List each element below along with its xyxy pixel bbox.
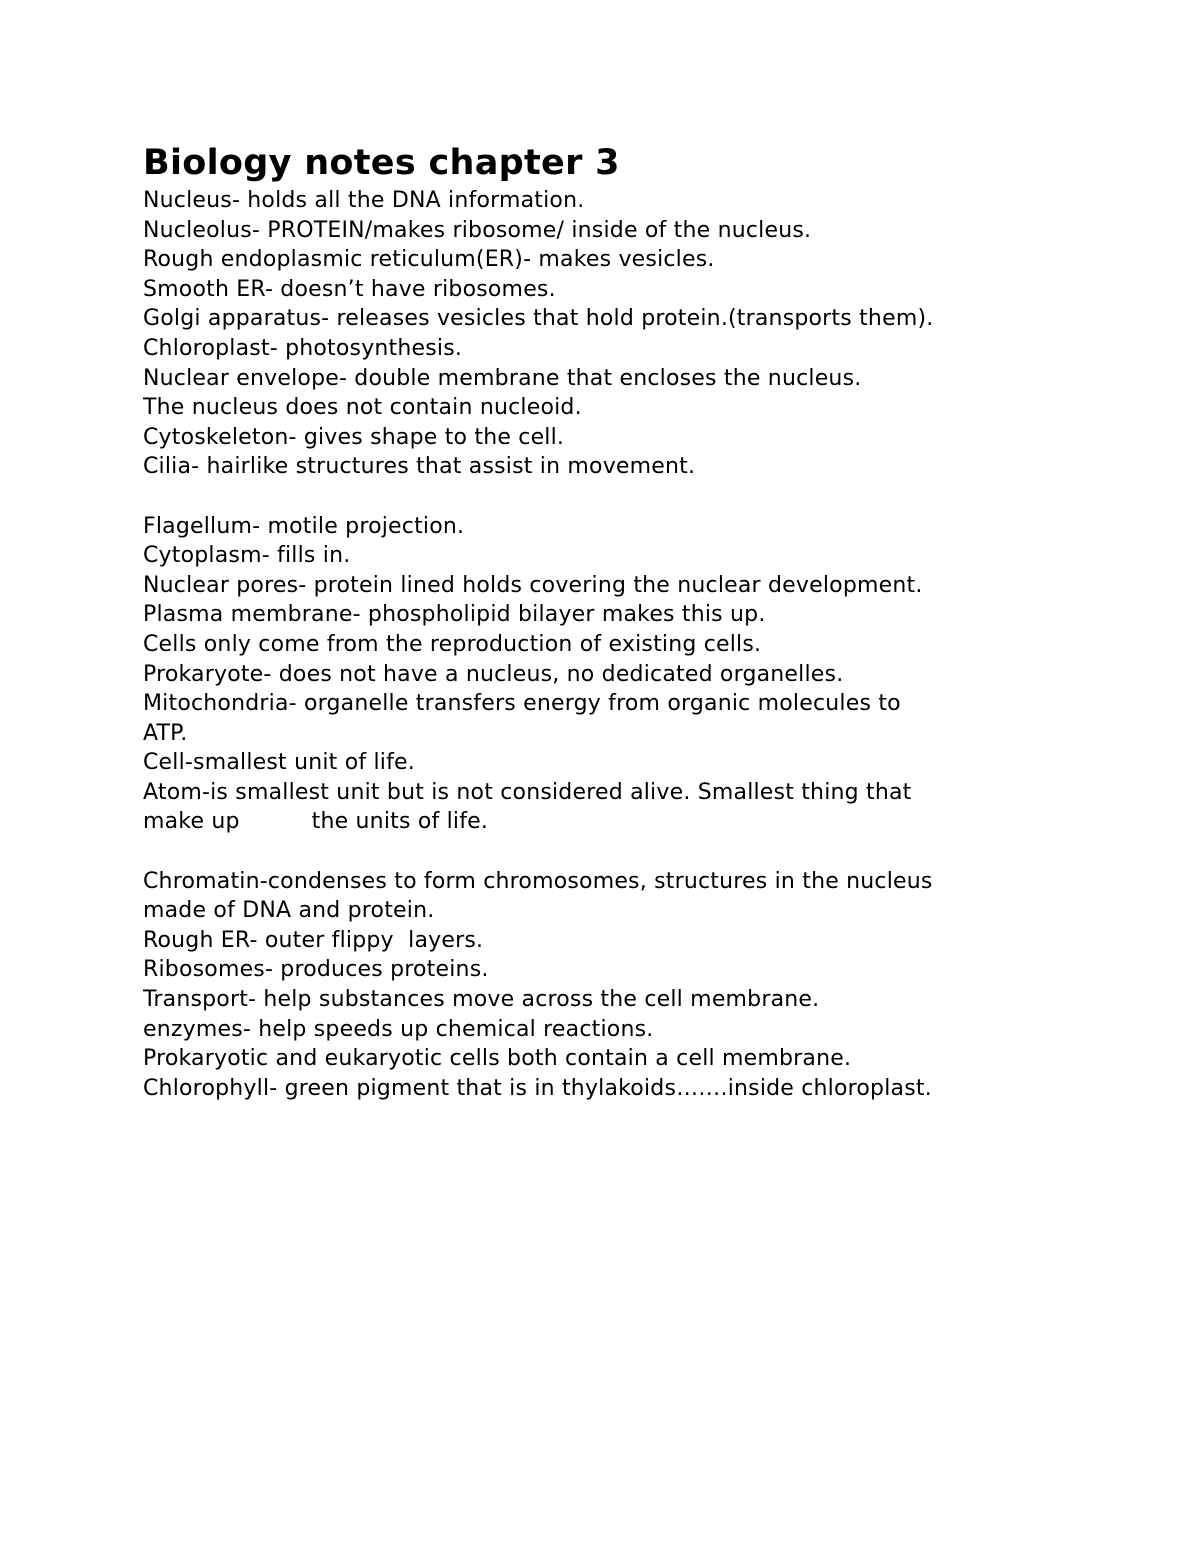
note-line: Chromatin-condenses to form chromosomes, structures in the nucleus bbox=[143, 868, 933, 894]
note-line: The nucleus does not contain nucleoid. bbox=[143, 395, 582, 421]
note-line: Prokaryotic and eukaryotic cells both contain a cell membrane. bbox=[143, 1046, 852, 1072]
note-line: Plasma membrane- phospholipid bilayer makes this up. bbox=[143, 602, 766, 628]
note-line: Nuclear envelope- double membrane that encloses the nucleus. bbox=[143, 365, 862, 391]
notes-section-1 bbox=[143, 186, 1103, 482]
note-line: Nucleus- holds all the DNA information. bbox=[143, 188, 585, 213]
note-line: Rough ER- outer flippy layers. bbox=[143, 927, 484, 953]
note-line: ATP. bbox=[143, 720, 188, 746]
page-title: Biology notes chapter 3 bbox=[143, 143, 620, 183]
note-line: Atom-is smallest unit but is not considered alive. Smallest thing that bbox=[143, 779, 912, 805]
note-line: make up the units of life. bbox=[143, 809, 489, 835]
note-line: Nuclear pores- protein lined holds covering the nuclear development. bbox=[143, 572, 923, 598]
note-line: Flagellum- motile projection. bbox=[143, 513, 465, 539]
note-line: Cytoskeleton- gives shape to the cell. bbox=[143, 424, 565, 450]
note-line: Cytoplasm- fills in. bbox=[143, 543, 351, 569]
note-line: Smooth ER- doesn’t have ribosomes. bbox=[143, 276, 556, 302]
note-line: Chlorophyll- green pigment that is in thylakoids…….inside chloroplast. bbox=[143, 1075, 932, 1101]
note-line: made of DNA and protein. bbox=[143, 898, 435, 924]
blank-line bbox=[143, 837, 1103, 867]
document-page bbox=[143, 140, 1103, 1103]
note-line: Chloroplast- photosynthesis. bbox=[143, 335, 463, 361]
note-line: Ribosomes- produces proteins. bbox=[143, 957, 489, 983]
notes-section-3 bbox=[143, 867, 1103, 1104]
note-line: Transport- help substances move across the cell membrane. bbox=[143, 987, 820, 1013]
note-line: Golgi apparatus- releases vesicles that hold protein.(transports them). bbox=[143, 306, 934, 332]
notes-section-2 bbox=[143, 512, 1103, 838]
note-line: Cell-smallest unit of life. bbox=[143, 750, 415, 776]
note-line: enzymes- help speeds up chemical reactions. bbox=[143, 1016, 654, 1042]
note-line: Prokaryote- does not have a nucleus, no dedicated organelles. bbox=[143, 661, 844, 687]
note-line: Rough endoplasmic reticulum(ER)- makes vesicles. bbox=[143, 247, 715, 273]
blank-line bbox=[143, 482, 1103, 512]
note-line: Cilia- hairlike structures that assist in movement. bbox=[143, 454, 696, 480]
note-line: Mitochondria- organelle transfers energy from organic molecules to bbox=[143, 691, 901, 717]
note-line: Nucleolus- PROTEIN/makes ribosome/ inside of the nucleus. bbox=[143, 217, 812, 243]
note-line: Cells only come from the reproduction of existing cells. bbox=[143, 631, 762, 657]
